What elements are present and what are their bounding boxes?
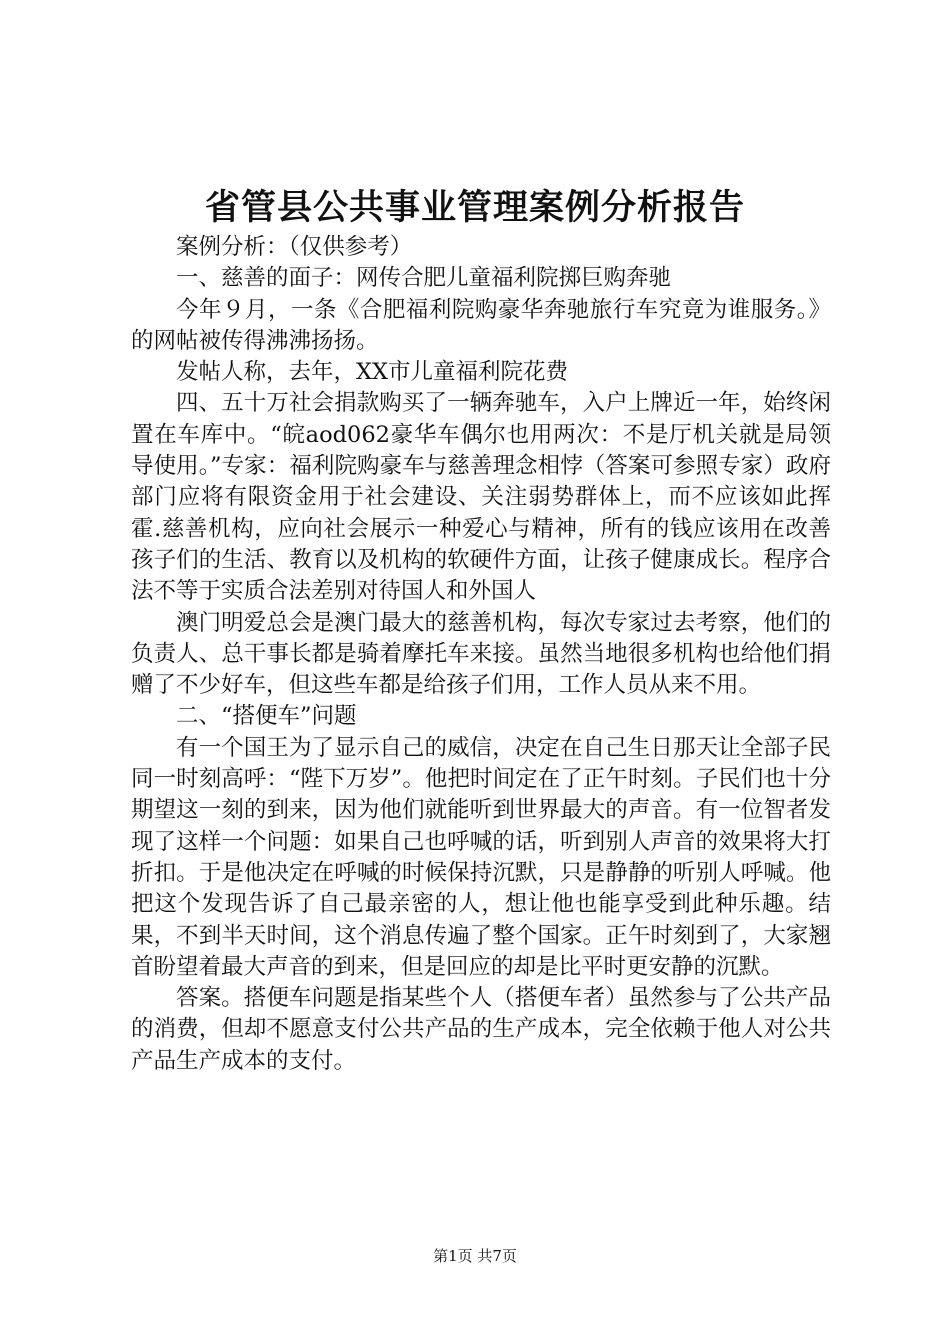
paragraph: 澳门明爱总会是澳门最大的慈善机构，每次专家过去考察，他们的负责人、总干事长都是骑着摩托车来接。虽然当地很多机构也给他们捐赠了不少好车，但这些车都是给孩子们用，工作人员从来不用。 xyxy=(131,609,831,699)
paragraph-intro: 案例分析：（仅供参考） xyxy=(176,234,413,260)
paragraph: 有一个国王为了显示自己的威信，决定在自己生日那天让全部子民同一时刻高呼：“陛下万岁”。他把时间定在了正午时刻。子民们也十分期望这一刻的到来，因为他们就能听到世界最大的声音。有一位智者发现了这样一个问题：如果自己也呼喊的话，听到别人声音的效果将大打折扣。于是他决定在呼喊的时候保持沉默，只是静静的听别人呼喊。他把这个发现告诉了自己最亲密的人，想让他也能享受到此种乐趣。结果，不到半天时间，这个消息传遍了整个国家。正午时刻到了，大家翘首盼望着最大声音的到来，但是回应的却是比平时更安静的沉默。 xyxy=(131,734,831,980)
paragraph-heading-1: 一、慈善的面子：网传合肥儿童福利院掷巨购奔驰 xyxy=(176,265,672,292)
document-title: 省管县公共事业管理案例分析报告 xyxy=(204,188,745,228)
paragraph: 今年９月，一条《合肥福利院购豪华奔驰旅行车究竟为谁服务。》的网帖被传得沸沸扬扬。 xyxy=(131,296,831,354)
paragraph: 四、五十万社会捐款购买了一辆奔驰车，入户上牌近一年，始终闲置在车库中。“皖aod062豪华车偶尔也用两次：不是厅机关就是局领导使用。”专家：福利院购豪车与慈善理念相悖（答案可参照专家）政府部门应将有限资金用于社会建设、关注弱势群体上，而不应该如此挥霍.慈善机构，应向社会展示一种爱心与精神，所有的钱应该用在改善孩子们的生活、教育以及机构的软硬件方面，让孩子健康成长。程序合法不等于实质合法差别对待国人和外国人 xyxy=(131,390,831,605)
paragraph: 发帖人称，去年，XX市儿童福利院花费 xyxy=(176,359,569,386)
paragraph-heading-2: 二、“搭便车”问题 xyxy=(176,703,357,730)
paragraph: 答案。搭便车问题是指某些个人（搭便车者）虽然参与了公共产品的消费，但却不愿意支付公共产品的生产成本，完全依赖于他人对公共产品生产成本的支付。 xyxy=(131,985,831,1074)
document-body xyxy=(131,232,831,1077)
page-footer: 第1页 共7页 xyxy=(433,1247,517,1265)
